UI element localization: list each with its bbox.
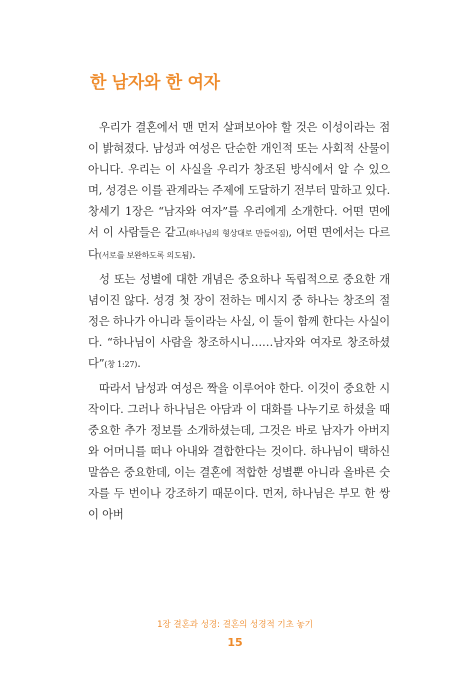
parenthetical-note: (하나님의 형상대로 만들어짐) <box>186 229 289 238</box>
page-number: 15 <box>227 636 243 649</box>
paragraph-text: 따라서 남성과 여성은 짝을 이루어야 한다. 이것이 중요한 시작이다. 그러나 하나님은 아담과 이 대화를 나누기로 하셨을 때 중요한 추가 정보를 소개하셨는데, 그것은 바로 남자가 아버지와 어머니를 떠나 아내와 결합한다는 것이다. 하나님이 택하신 말씀은 중요한데, 이는 결혼에 적합한 성별뿐 아니라 올바른 숫자를 두 번이나 강조하기 때문이다. 먼저, 하나님은 부모 한 쌍이 아버 <box>88 382 390 521</box>
body-text <box>88 117 390 525</box>
paragraph-text: 성 또는 성별에 대한 개념은 중요하나 독립적으로 중요한 개념이진 않다. 성경 첫 장이 전하는 메시지 중 하나는 창조의 절정은 하나가 아니라 둘이라는 사실, 이 둘이 함께 한다는 사실이다. “하나님이 사람을 창조하시니……남자와 여자로 창조하셨다” <box>88 273 390 370</box>
paragraph-text: . <box>137 357 141 370</box>
running-footer: 1장 결혼과 성경: 결혼의 성경적 기초 놓기 <box>157 620 313 630</box>
paragraph-text: 우리가 결혼에서 맨 먼저 살펴보아야 할 것은 이성이라는 점이 밝혀졌다. 남성과 여성은 단순한 개인적 또는 사회적 산물이 아니다. 우리는 이 사실을 우리가 창조된 방식에서 알 수 있으며, 성경은 이를 관계라는 주제에 도달하기 전부터 말하고 있다. 창세기 1장은 “남자와 여자”를 우리에게 소개한다. 어떤 면에서 이 사람들은 같고 <box>88 121 390 239</box>
parenthetical-note: (서로를 보완하도록 의도됨) <box>98 251 193 260</box>
paragraph-text: . <box>192 248 196 261</box>
paragraph-2 <box>88 269 390 375</box>
scripture-reference: (창 1:27) <box>104 360 138 369</box>
paragraph-text: , 어떤 면에서는 다르다 <box>88 226 390 261</box>
paragraph-3 <box>88 378 390 525</box>
section-title: 한 남자와 한 여자 <box>90 73 220 93</box>
paragraph-1 <box>88 117 390 266</box>
